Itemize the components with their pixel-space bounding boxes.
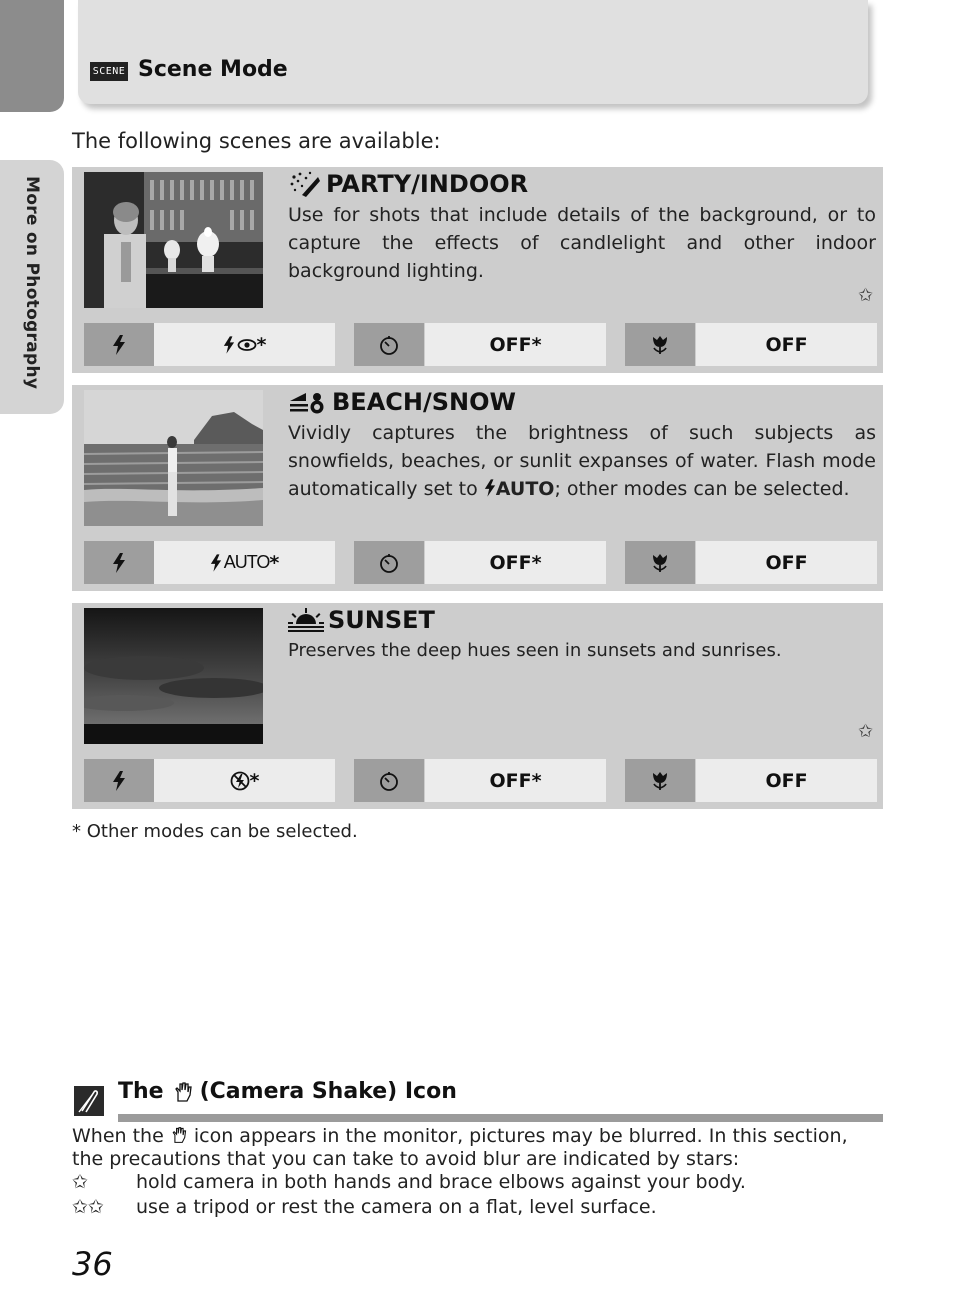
list-item [72,1196,657,1218]
flash-mode-label [84,541,154,584]
self-timer-icon [378,770,400,792]
sunset-photo [84,608,263,744]
flash-mode-asterisk: * [249,769,260,792]
flash-mode-asterisk: * [256,333,267,356]
flash-icon [112,553,126,573]
party-indoor-icon [288,171,322,197]
page-title: Scene Mode [138,57,288,82]
self-timer-value: OFF* [425,541,606,584]
flash-icon [223,336,235,354]
intro-text: The following scenes are available: [72,129,441,153]
note-text-before: When the [72,1125,164,1147]
flash-off-icon [230,771,250,791]
scene-mode-icon: SCENE [90,62,128,81]
scene-title [288,387,516,417]
self-timer-label [354,541,424,584]
macro-label [625,759,695,802]
macro-tulip-icon [651,335,669,355]
macro-label [625,541,695,584]
self-timer-icon [378,552,400,574]
scene-title [288,169,528,199]
footnote: * Other modes can be selected. [72,821,358,842]
macro-tulip-icon [651,553,669,573]
self-timer-label [354,323,424,366]
beach-snow-icon [288,389,328,415]
camera-shake-hand-icon [172,1081,194,1103]
scene-description-auto: AUTO [495,478,555,500]
flash-mode-value [154,541,335,584]
camera-shake-star: ✩ [857,721,873,742]
side-tab-top [0,0,64,112]
note-divider [118,1114,883,1122]
scene-title [288,605,435,635]
sunset-icon [288,607,324,633]
scene-description-tail: ; other modes can be selected. [554,478,850,500]
page-number: 36 [72,1245,113,1283]
flash-icon [112,335,126,355]
scene-title-text: SUNSET [328,606,435,634]
scene-beach-snow [72,385,883,591]
note-text [72,1125,884,1171]
macro-tulip-icon [651,771,669,791]
scene-party-indoor [72,167,883,373]
flash-mode-label [84,323,154,366]
macro-value: OFF [696,541,877,584]
note-text-after: icon appears in the monitor, pictures may be blurred. In this section, the precautions that you can take to avoid blur are indicated by stars: [72,1125,848,1170]
macro-label [625,323,695,366]
self-timer-label [354,759,424,802]
self-timer-value: OFF* [425,323,606,366]
camera-shake-star: ✩ [857,285,873,306]
party-indoor-photo [84,172,263,308]
self-timer-value: OFF* [425,759,606,802]
flash-icon [112,771,126,791]
scene-description: Use for shots that include details of the background, or to capture the effects of candlelight and other indoor background lighting. [288,204,876,282]
scene-sunset [72,603,883,809]
flash-icon [210,554,222,572]
note-title [118,1079,457,1104]
flash-mode-asterisk: * [269,551,280,574]
header-box [78,0,868,104]
note-title-suffix: (Camera Shake) Icon [199,1079,457,1104]
scene-title-text: PARTY/INDOOR [326,170,529,198]
scene-description: Preserves the deep hues seen in sunsets and sunrises. [288,640,782,661]
flash-mode-value [154,323,335,366]
note-title-prefix: The [118,1079,164,1104]
scene-title-text: BEACH/SNOW [332,388,516,416]
list-item [72,1171,746,1193]
scene-description-text: Vividly captures the brightness of such subjects as snowfields, beaches, or sunlit expanses of water. Flash mode automatically set to [288,422,876,500]
flash-auto-label: AUTO [223,552,270,572]
note-pencil-icon [74,1086,104,1116]
self-timer-icon [378,334,400,356]
beach-snow-photo [84,390,263,526]
macro-value: OFF [696,323,877,366]
list-item-text: use a tripod or rest the camera on a flat, level surface. [136,1196,657,1218]
star-rating: ✩ [72,1171,88,1193]
flash-icon [484,479,496,497]
list-item-text: hold camera in both hands and brace elbows against your body. [136,1171,746,1193]
star-rating: ✩✩ [72,1196,104,1218]
red-eye-icon [237,338,257,352]
flash-mode-label [84,759,154,802]
side-tab-label: More on Photography [22,176,42,390]
macro-value: OFF [696,759,877,802]
scene-description [288,419,876,503]
flash-mode-value [154,759,335,802]
camera-shake-hand-icon [170,1126,188,1144]
